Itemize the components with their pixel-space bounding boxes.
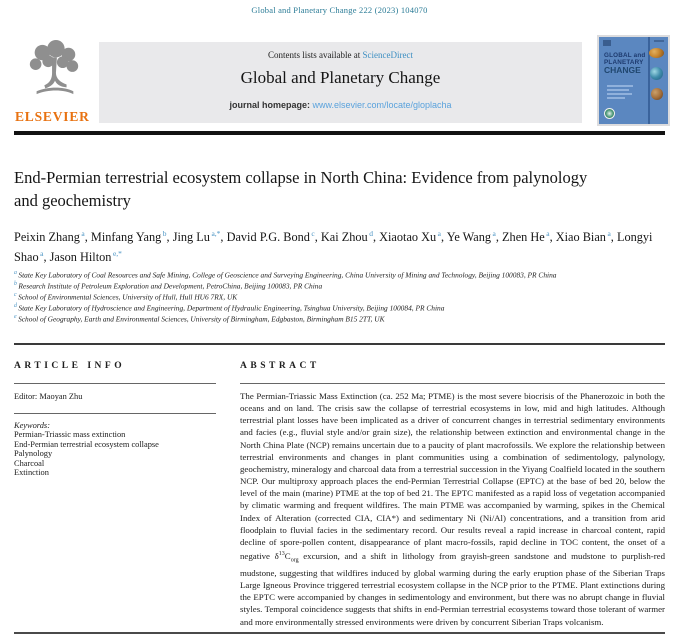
author bbox=[50, 250, 122, 264]
author-affiliation-marker: a bbox=[492, 229, 496, 238]
author-name: David P.G. Bond bbox=[226, 230, 310, 245]
author-affiliation-marker: a bbox=[81, 229, 85, 238]
author bbox=[173, 230, 227, 244]
cover-editors-line bbox=[607, 93, 632, 95]
abstract-heading: ABSTRACT bbox=[240, 361, 320, 371]
affiliation bbox=[14, 302, 666, 313]
author-affiliation-marker: a bbox=[607, 229, 611, 238]
affiliation bbox=[14, 313, 666, 324]
author-name: Longyi Shao bbox=[14, 230, 653, 264]
keywords-label: Keywords: bbox=[14, 421, 50, 430]
author-name: Xiaotao Xu bbox=[379, 230, 437, 245]
cover-editors-line bbox=[607, 97, 625, 99]
journal-homepage-link[interactable]: www.elsevier.com/locate/gloplacha bbox=[312, 100, 452, 110]
journal-citation-header: Global and Planetary Change 222 (2023) 104070 bbox=[251, 5, 428, 15]
author-name: Jing Lu bbox=[172, 230, 210, 245]
author bbox=[91, 230, 173, 244]
cover-title-line3: CHANGE bbox=[604, 65, 641, 75]
author-separator: , bbox=[372, 230, 380, 245]
cover-editors-line bbox=[607, 89, 629, 91]
author-affiliation-marker: c bbox=[311, 229, 315, 238]
affiliation-text: State Key Laboratory of Hydroscience and Engineering, Department of Hydraulic Engineering, Tsinghua University, Beijing 100084, PR China bbox=[18, 303, 445, 313]
abstract-section bbox=[240, 361, 665, 628]
affiliation bbox=[14, 269, 666, 280]
author-name: Ye Wang bbox=[446, 230, 492, 245]
editor-line: Editor: Maoyan Zhu bbox=[14, 392, 83, 401]
article-info-heading: ARTICLE INFO bbox=[14, 361, 126, 371]
keyword: Extinction bbox=[14, 468, 49, 478]
author-affiliation-marker: a bbox=[40, 248, 44, 258]
affiliation-text: Research Institute of Petroleum Exploration and Development, PetroChina, Beijing 100083, PR China bbox=[18, 281, 323, 291]
abstract-rule bbox=[240, 383, 665, 384]
author-separator: , bbox=[610, 230, 617, 245]
author-separator: , bbox=[314, 230, 321, 245]
author-affiliation-marker: b bbox=[162, 229, 167, 238]
journal-masthead-box bbox=[99, 42, 582, 123]
article-title: End-Permian terrestrial ecosystem collapse in North China: Evidence from palynology and geochemistry bbox=[14, 168, 588, 210]
elsevier-logo bbox=[15, 40, 97, 125]
cover-globe-icon bbox=[649, 48, 664, 58]
author-name: Xiao Bian bbox=[555, 230, 606, 245]
elsevier-tree-icon bbox=[23, 40, 85, 98]
affiliation bbox=[14, 280, 666, 291]
author-affiliation-marker: d bbox=[369, 229, 373, 238]
author-affiliation-marker: a bbox=[437, 229, 441, 238]
homepage-label: journal homepage: bbox=[229, 100, 313, 110]
affiliation-marker: c bbox=[14, 291, 17, 298]
cover-corner-mark bbox=[654, 40, 664, 42]
isotope-subscript: org bbox=[290, 557, 299, 564]
abstract-text bbox=[240, 390, 665, 628]
masthead-divider bbox=[14, 131, 665, 135]
author-affiliation-marker: a,* bbox=[211, 229, 221, 238]
elsevier-wordmark: ELSEVIER bbox=[15, 109, 90, 124]
article-info-rule bbox=[14, 383, 216, 384]
author-separator: , bbox=[166, 230, 173, 245]
affiliation-marker: a bbox=[14, 270, 17, 276]
author-separator: , bbox=[43, 249, 50, 264]
editor-rule bbox=[14, 413, 216, 414]
author-name: Peixin Zhang bbox=[14, 230, 80, 245]
author-name: Zhen He bbox=[502, 230, 545, 245]
article-info-section bbox=[14, 361, 216, 478]
affiliation-text: School of Geography, Earth and Environmental Sciences, University of Birmingham, Edgbaston, Birmingham B15 2TT, UK bbox=[18, 313, 385, 323]
section-divider-top bbox=[14, 343, 665, 345]
author-separator: , bbox=[549, 230, 556, 245]
author bbox=[379, 230, 447, 244]
author-separator: , bbox=[495, 230, 503, 245]
keyword: Charcoal bbox=[14, 458, 45, 468]
author-name: Jason Hilton bbox=[49, 249, 112, 264]
journal-title: Global and Planetary Change bbox=[240, 68, 441, 87]
journal-cover-thumbnail[interactable] bbox=[597, 35, 670, 126]
cover-title-line2: PLANETARY bbox=[604, 59, 644, 66]
author bbox=[556, 230, 617, 244]
author-name: Minfang Yang bbox=[90, 230, 162, 245]
author bbox=[321, 230, 379, 244]
journal-homepage-line bbox=[99, 100, 582, 110]
abstract-part1: The Permian-Triassic Mass Extinction (ca. 252 Ma; PTME) is the most severe biocrisis of the Phanerozoic in both the oceans and on land. The crisis saw the collapse of terrestrial ecosystems in low, mid and high latitudes. Although terrestrial plant losses have been implicated as a driver of concurrent changes in terrestrial sedimentary environments and facies (e.g., fluvial style and/or grain size), the relationship between extinction and environmental change in the North China Plate (NCP) remains uncertain due to a paucity of plant macrofossils. We explore the relationship between terrestrial environments and changes in plant communities using a combination of sedimentology, palynology, geochemistry, mineralogy and charcoal data from a terrestrial succession in the Yiyang Coalfield located in the southern NCP. Our multiproxy approach places the end-Permian Terrestrial Collapse (EPTC) at the base of bed 20, below the level of the main (marine) PTME at the top of bed 21. The EPTC manifested as a rapid loss of vegetation accompanied by climatic warming and frequent wildfires. The main PTME was accompanied by warming, spikes in the Chemical Index of Alteration (corrected CIA, CIA*) and sedimentary Ni (Ni/Al) concentrations, and a transition from arid floodplain to fluvial facies in the sedimentary record. Our results reveal a rapid increase in charcoal content, rapid decline of spore-pollen content, disappearance of plant macro-fossils, rapid decline in TOC content, the onset of a negative δ bbox=[240, 391, 665, 561]
affiliation-marker: d bbox=[14, 302, 17, 309]
author-separator: , bbox=[220, 230, 227, 245]
cover-title-line1: GLOBAL and bbox=[604, 52, 646, 59]
isotope-superscript: 13 bbox=[278, 551, 285, 558]
abstract-part2: excursion, and a shift in lithology from grayish-green sandstone and mudstone to purplish-red mudstone, suggesting that wildfires induced by global warming during the early eruption phase of the Siberian Traps Large Igneous Province triggered terrestrial ecosystem collapse in the NCP prior to the PTME. Plant extinctions during the EPTC were accompanied by changes in sedimentology and environment, but there was no abrupt change in fluvial styles. Temporal coincidence suggests that shifts in end-Permian terrestrial ecosystems toward those tolerant of warmer and more environmentally stressed environments were driven by concurrent Siberian Traps volcanism. bbox=[240, 550, 665, 627]
affiliation-list bbox=[14, 269, 666, 323]
author-affiliation-marker: a bbox=[546, 229, 550, 238]
author-affiliation-marker: e,* bbox=[112, 248, 122, 258]
keyword: Palynology bbox=[14, 449, 53, 459]
cover-globe-icon bbox=[651, 88, 663, 100]
author-list bbox=[14, 226, 666, 265]
affiliation-marker: e bbox=[14, 313, 17, 320]
affiliation bbox=[14, 291, 666, 302]
keyword: End-Permian terrestrial ecosystem collapse bbox=[14, 439, 159, 449]
cover-title bbox=[604, 52, 645, 75]
author bbox=[502, 230, 556, 244]
author-separator: , bbox=[84, 230, 91, 245]
affiliation-text: School of Environmental Sciences, University of Hull, Hull HU6 7RX, UK bbox=[18, 292, 238, 302]
author bbox=[14, 230, 91, 244]
isotope-element: C bbox=[284, 550, 291, 561]
author-separator: , bbox=[441, 230, 447, 245]
author bbox=[447, 230, 502, 244]
cover-editors-line bbox=[607, 85, 633, 87]
cover-issn-mark bbox=[603, 40, 611, 46]
page-bottom-rule bbox=[14, 632, 665, 634]
contents-lists-line bbox=[99, 42, 582, 60]
sciencedirect-link[interactable]: ScienceDirect bbox=[362, 50, 413, 60]
affiliation-marker: b bbox=[14, 280, 17, 287]
cover-publisher-badge bbox=[604, 108, 615, 119]
author-name: Kai Zhou bbox=[320, 230, 368, 245]
keyword: Permian-Triassic mass extinction bbox=[14, 430, 126, 439]
contents-lists-text: Contents lists available at bbox=[268, 50, 363, 60]
cover-globe-icon bbox=[650, 67, 663, 80]
author bbox=[227, 230, 321, 244]
affiliation-text: State Key Laboratory of Coal Resources and Safe Mining, College of Geoscience and Surveying Engineering, China University of Mining and Technology, Beijing 100083, PR China bbox=[18, 270, 557, 280]
